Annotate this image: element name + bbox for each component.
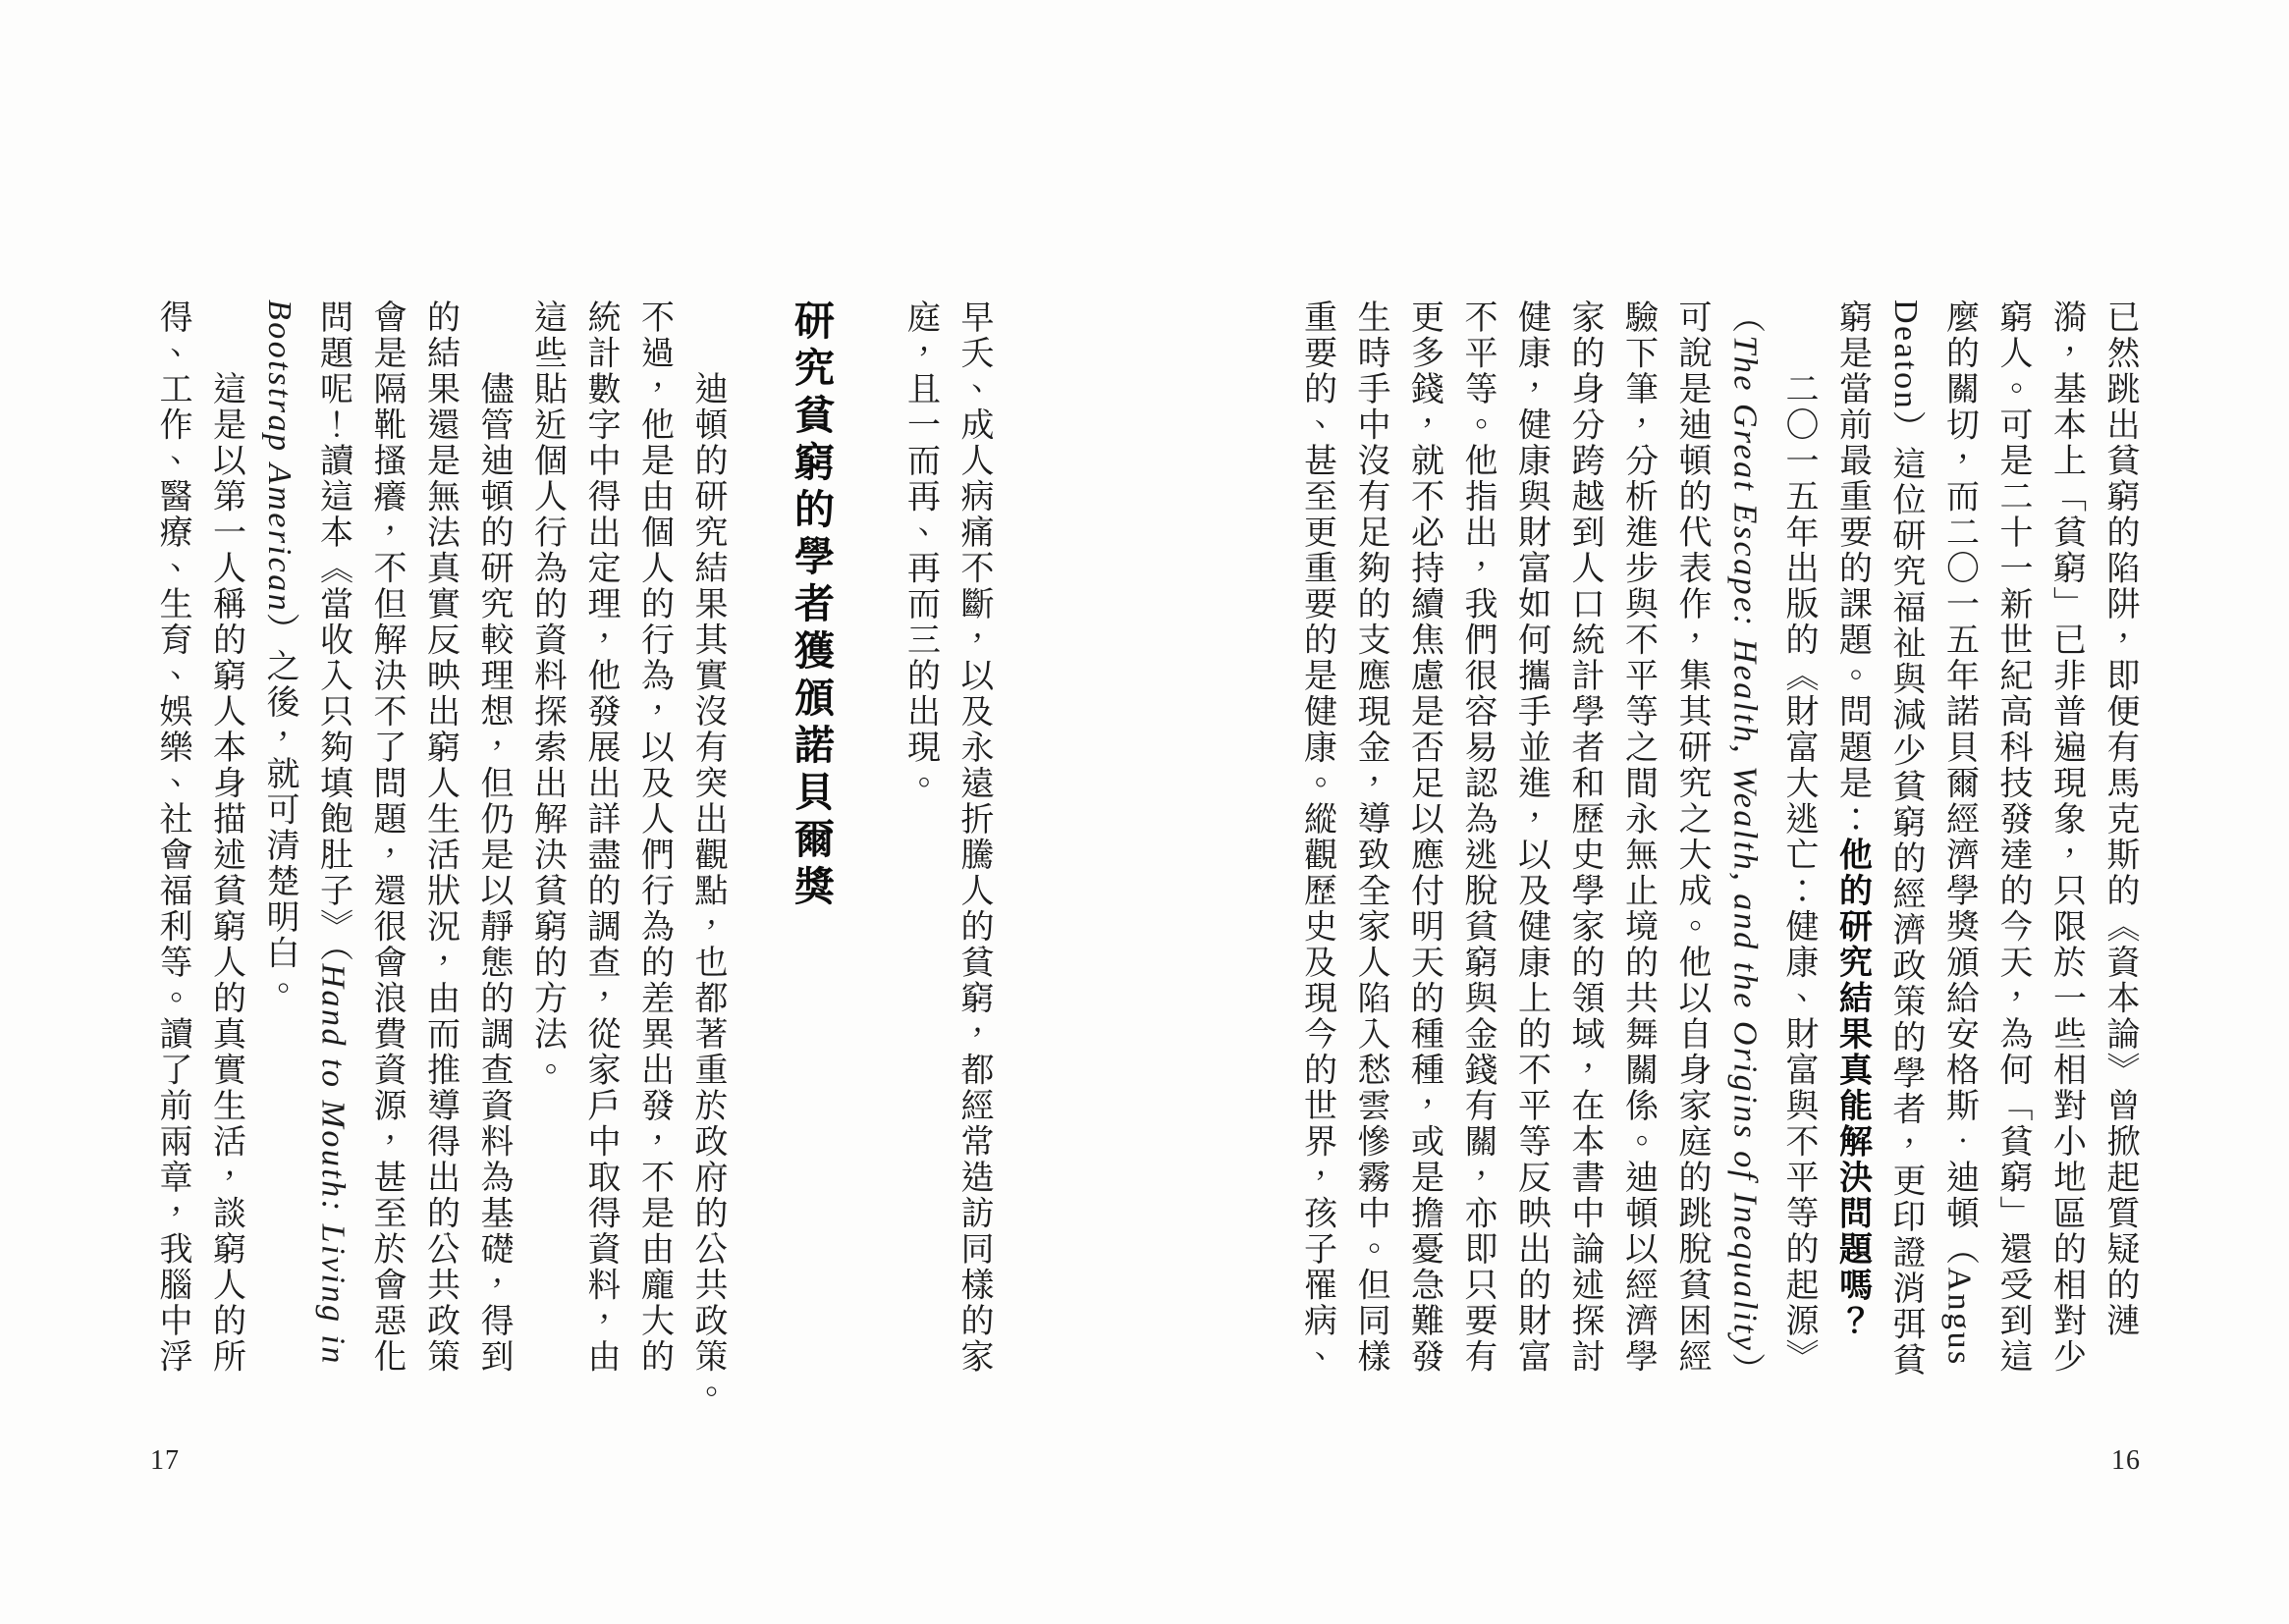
text-run: 漪，基本上「貧窮」已非普遍現象，只限於一些相對小地區的相對少 [2047,299,2085,1375]
emphasized-text: 他的研究結果真能解決問題嗎？ [1833,837,1871,1339]
text-column [1298,299,1335,1375]
text-column [1351,299,1389,1375]
text-run: 更多錢，就不必持續焦慮是否足以應付明天的種種，或是擔憂急難發 [1405,299,1443,1375]
text-column [1886,299,1924,1379]
text-column [1405,299,1443,1375]
text-run: 不平等。他指出，我們很容易認為逃脫貧窮與金錢有關，亦即只要有 [1459,299,1496,1375]
text-column [528,299,566,1088]
text-run: 統計數字中得出定理，他發展出詳盡的調查，從家戶中取得資料，由 [582,299,619,1375]
latin-book-title: The Great Escape: Health, Wealth, and the Origins of Inequality [1726,335,1764,1353]
text-column [954,299,992,1375]
text-run: 生時手中沒有足夠的支應現金，導致全家人陷入愁雲慘霧中。但同樣 [1352,299,1389,1375]
text-run: ） [1726,1352,1764,1389]
text-column [2100,299,2138,1339]
text-run: Deaton）這位研究福祉與減少貧窮的經濟政策的學者，更印證消弭貧 [1887,299,1924,1379]
text-column [207,299,245,1375]
text-run: 庭，且一而再、再而三的出現。 [901,299,939,801]
text-run: 家的身分跨越到人口統計學者和歷史學家的領域，在本書中論述探討 [1566,299,1603,1375]
text-column [1833,299,1871,1339]
text-run: 這是以第一人稱的窮人本身描述貧窮人的真實生活，談窮人的所 [207,371,245,1375]
right-page [1144,0,2289,1624]
text-column [421,299,459,1375]
text-run: ）之後，就可清楚明白。 [261,613,298,1007]
text-run: 重要的、甚至更重要的是健康。縱觀歷史及現今的世界，孩子罹病、 [1298,299,1335,1375]
text-run: 二〇一五年出版的《財富大逃亡：健康、財富與不平等的起源》 [1780,371,1817,1375]
text-column [1619,299,1657,1375]
text-run: 驗下筆，分析進步與不平等之間永無止境的共舞關係。迪頓以經濟學 [1619,299,1657,1375]
text-column [688,299,726,1411]
latin-book-title: Bootstrap American [261,299,298,614]
text-column [1458,299,1496,1375]
text-run: 早夭、成人病痛不斷，以及永遠折騰人的貧窮，都經常造訪同樣的家 [955,299,992,1375]
page-number-right: 16 [2111,1445,2141,1476]
text-column [1993,299,2031,1375]
text-run: 儘管迪頓的研究較理想，但仍是以靜態的調查資料為基礎，得到 [475,371,512,1375]
text-column [367,299,405,1375]
text-column [1726,299,1764,1388]
text-column [1940,299,1978,1367]
text-run: 健康，健康與財富如何攜手並進，以及健康上的不平等反映出的財富 [1512,299,1550,1375]
text-column [1779,299,1817,1375]
text-run: 窮人。可是二十一新世紀高科技發達的今天，為何「貧窮」還受到這 [1994,299,2031,1375]
text-column [901,299,939,801]
text-run: 問題呢！讀這本《當收入只夠填飽肚子》（ [314,299,352,964]
text-run: 不過，他是由個人的行為，以及人們行為的差異出發，不是由龐大的 [635,299,673,1375]
text-run: （ [1726,299,1764,336]
text-run: 的結果還是無法真實反映出窮人生活狀況，由而推導得出的公共政策 [421,299,459,1375]
left-page [0,0,1144,1624]
text-column [581,299,619,1375]
page-number-left: 17 [150,1445,180,1476]
text-run: 會是隔靴搔癢，不但解決不了問題，還很會浪費資源，甚至於會惡化 [368,299,405,1375]
text-run: 可說是迪頓的代表作，集其研究之大成。他以自身家庭的跳脫貧困經 [1673,299,1710,1375]
text-column [260,299,298,1007]
text-column [1672,299,1710,1375]
text-run: 麼的關切，而二〇一五年諾貝爾經濟學獎頒給安格斯．迪頓（Angus [1940,299,1978,1367]
text-column [314,299,352,1366]
text-run: 這些貼近個人行為的資料探索出解決貧窮的方法。 [528,299,566,1088]
text-run: 得、工作、醫療、生育、娛樂、社會福利等。讀了前兩章，我腦中浮 [154,299,191,1375]
text-column [1565,299,1603,1375]
text-column [635,299,673,1375]
text-column [2047,299,2085,1375]
text-run: 研究貧窮的學者獲頒諾貝爾獎 [789,299,834,912]
text-run: 已然跳出貧窮的陷阱，即便有馬克斯的《資本論》曾掀起質疑的漣 [2101,299,2138,1339]
text-run: 窮是當前最重要的課題。問題是： [1833,299,1871,838]
text-column [153,299,191,1375]
text-run: 迪頓的研究結果其實沒有突出觀點，也都著重於政府的公共政策。 [689,371,726,1411]
section-heading [789,299,834,912]
latin-book-title: Hand to Mouth: Living in [314,963,352,1366]
text-column [1512,299,1550,1375]
text-column [474,299,512,1375]
